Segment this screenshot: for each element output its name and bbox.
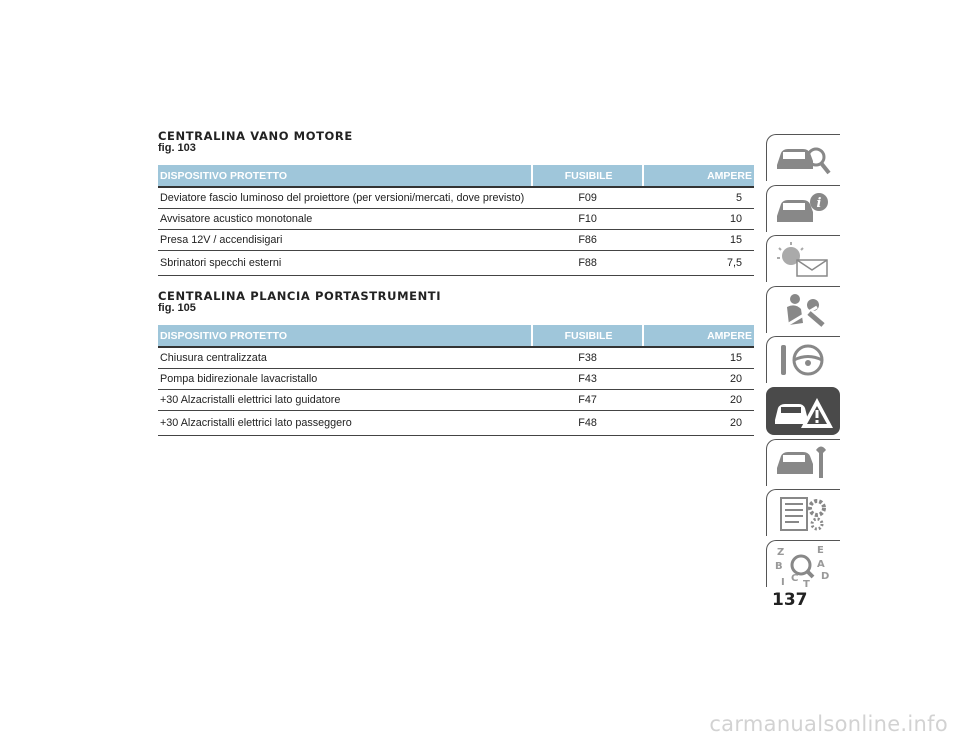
fuse-table <box>158 325 754 436</box>
tab-index[interactable] <box>766 540 840 587</box>
table-row <box>158 347 754 369</box>
fuse-cell: F10 <box>532 209 642 230</box>
index-letter: Z <box>777 546 785 558</box>
car-info-icon <box>773 190 833 228</box>
fuse-cell: F48 <box>532 411 642 436</box>
table-row <box>158 187 754 209</box>
column-header-fuse: FUSIBILE <box>532 165 642 187</box>
emergency-triangle-icon <box>773 392 835 432</box>
fuse-cell: F86 <box>532 230 642 251</box>
table-row <box>158 369 754 390</box>
device-cell: Avvisatore acustico monotonale <box>158 209 532 230</box>
warning-lights-icon <box>773 240 833 278</box>
chapter-tabs <box>766 134 840 590</box>
table-header-row <box>158 165 754 187</box>
ampere-cell: 15 <box>643 230 754 251</box>
tab-starting-driving[interactable] <box>766 336 840 383</box>
tab-instruments[interactable] <box>766 185 840 232</box>
device-cell: +30 Alzacristalli elettrici lato guidatore <box>158 390 532 411</box>
fuse-cell: F09 <box>532 187 642 209</box>
column-header-device: DISPOSITIVO PROTETTO <box>158 165 532 187</box>
ampere-cell: 5 <box>643 187 754 209</box>
technical-data-icon <box>773 494 833 532</box>
steering-wheel-icon <box>773 341 833 379</box>
tab-technical-data[interactable] <box>766 489 840 536</box>
fuse-cell: F43 <box>532 369 642 390</box>
index-letter: I <box>781 576 785 587</box>
column-header-fuse: FUSIBILE <box>532 325 642 347</box>
car-magnifier-icon <box>773 139 833 177</box>
device-cell: Chiusura centralizzata <box>158 347 532 369</box>
device-cell: Presa 12V / accendisigari <box>158 230 532 251</box>
tab-maintenance[interactable] <box>766 439 840 486</box>
figure-reference: fig. 105 <box>158 302 196 314</box>
device-cell: Sbrinatori specchi esterni <box>158 251 532 276</box>
table-row <box>158 251 754 276</box>
safety-seat-icon <box>773 291 833 329</box>
tab-safety[interactable] <box>766 286 840 333</box>
fuse-section-dashboard <box>158 290 754 436</box>
index-letter: T <box>803 578 810 587</box>
tab-knowing-the-car[interactable] <box>766 134 840 181</box>
fuse-cell: F38 <box>532 347 642 369</box>
car-wrench-icon <box>773 444 833 482</box>
fuse-section-engine <box>158 130 754 276</box>
tab-warning-lights[interactable] <box>766 235 840 282</box>
ampere-cell: 7,5 <box>643 251 754 276</box>
fuse-table <box>158 165 754 276</box>
ampere-cell: 15 <box>643 347 754 369</box>
svg-text:i: i <box>816 195 822 211</box>
section-title: CENTRALINA VANO MOTORE <box>158 129 353 143</box>
table-header-row <box>158 325 754 347</box>
index-letter: A <box>817 558 825 570</box>
column-header-ampere: AMPERE <box>643 325 754 347</box>
ampere-cell: 20 <box>643 390 754 411</box>
ampere-cell: 20 <box>643 369 754 390</box>
table-row <box>158 230 754 251</box>
table-row <box>158 390 754 411</box>
table-row <box>158 411 754 436</box>
index-letter: C <box>791 572 799 584</box>
device-cell: Deviatore fascio luminoso del proiettore (per versioni/mercati, dove previsto) <box>158 187 532 209</box>
watermark: carmanualsonline.info <box>709 712 948 736</box>
fuse-cell: F47 <box>532 390 642 411</box>
page-number: 137 <box>772 590 808 610</box>
index-letter: D <box>821 570 830 582</box>
device-cell: +30 Alzacristalli elettrici lato passeggero <box>158 411 532 436</box>
index-letter: E <box>817 544 824 556</box>
fuse-cell: F88 <box>532 251 642 276</box>
tab-emergency[interactable] <box>766 387 840 435</box>
device-cell: Pompa bidirezionale lavacristallo <box>158 369 532 390</box>
table-row <box>158 209 754 230</box>
alphabetical-index-icon <box>773 545 833 587</box>
index-letter: B <box>775 560 783 572</box>
column-header-device: DISPOSITIVO PROTETTO <box>158 325 532 347</box>
section-title: CENTRALINA PLANCIA PORTASTRUMENTI <box>158 289 442 303</box>
column-header-ampere: AMPERE <box>643 165 754 187</box>
ampere-cell: 20 <box>643 411 754 436</box>
ampere-cell: 10 <box>643 209 754 230</box>
figure-reference: fig. 103 <box>158 142 196 154</box>
